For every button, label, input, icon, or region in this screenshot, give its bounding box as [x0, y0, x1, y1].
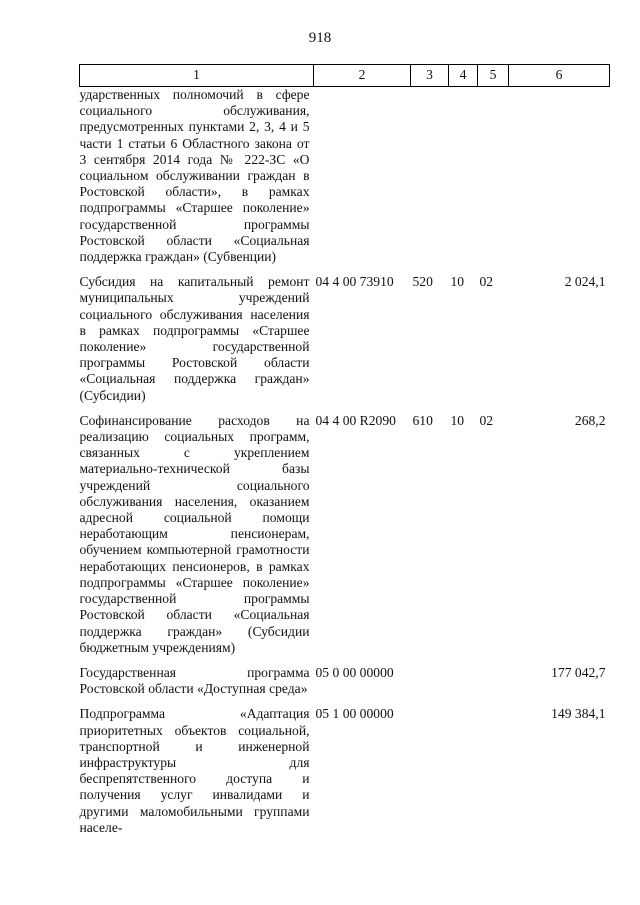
column-header-2: 2: [314, 65, 411, 87]
row-col5: [478, 706, 509, 845]
row-description: Подпрограмма «Адаптация приоритетных объектов социальной, транспортной и инженерной инфраструктуры для беспрепятственного доступа и получения услуг инвалидами и другими маломобильными группами населе-: [79, 706, 310, 835]
row-code: 05 1 00 00000: [315, 706, 394, 722]
row-amount: 177 042,7: [551, 664, 606, 680]
column-header-3: 3: [411, 65, 449, 87]
row-code: 04 4 00 R2090: [315, 412, 396, 428]
table-row: [80, 413, 610, 665]
row-col4: 10: [450, 412, 465, 428]
row-description: Государственная программа Ростовской области «Доступная среда»: [79, 664, 310, 697]
row-amount: 149 384,1: [551, 706, 606, 722]
row-col3: [411, 706, 449, 845]
row-col3: [411, 665, 449, 706]
table-row: [80, 274, 610, 413]
row-col4: 10: [450, 274, 465, 290]
row-code: 04 4 00 73910: [315, 274, 394, 290]
row-description: Субсидия на капитальный ремонт муниципальных учреждений социального обслуживания населения в рамках подпрограммы «Старшее поколение» государственной программы Ростовской области «Социальная поддержка граждан» (Субсидии): [79, 274, 310, 403]
column-header-5: 5: [478, 65, 509, 87]
table-row: [80, 706, 610, 845]
row-code: [314, 87, 411, 275]
column-header-1: 1: [80, 65, 314, 87]
row-col3: 610: [412, 412, 433, 428]
row-code: 05 0 00 00000: [315, 664, 394, 680]
row-col5: 02: [479, 412, 494, 428]
column-header-4: 4: [449, 65, 478, 87]
table-row: [80, 87, 610, 275]
row-col5: 02: [479, 274, 494, 290]
row-col3: 520: [412, 274, 433, 290]
row-col4: [449, 665, 478, 706]
row-col4: [449, 706, 478, 845]
page-number: 918: [308, 30, 332, 46]
column-header-6: 6: [509, 65, 610, 87]
row-amount: 2 024,1: [564, 274, 606, 290]
row-col5: [478, 665, 509, 706]
row-col4: [449, 87, 478, 275]
row-description: Софинансирование расходов на реализацию социальных программ, связанных с укреплением материально-технической базы учреждений социального обслуживания населения, оказанием адресной социальной помощи неработающим пенсионерам, обучением компьютерной грамотности неработающих пенсионеров, в рамках подпрограммы «Старшее поколение» государственной программы Ростовской области «Социальная поддержка граждан» (Субсидии бюджетным учреждениям): [79, 412, 310, 655]
row-amount: 268,2: [574, 412, 606, 428]
row-col3: [411, 87, 449, 275]
row-description: ударственных полномочий в сфере социального обслуживания, предусмотренных пунктами 2, 3, 4 и 5 части 1 статьи 6 Областного закона от 3 сентября 2014 года № 222-ЗС «О социальном обслуживании граждан в Ростовской области», в рамках подпрограммы «Старшее поколение» государственной программы Ростовской области «Социальная поддержка граждан» (Субвенции): [79, 87, 310, 265]
row-amount: [509, 87, 610, 275]
row-col5: [478, 87, 509, 275]
header-row: [80, 65, 610, 87]
table-row: [80, 665, 610, 706]
budget-table: [79, 64, 610, 845]
